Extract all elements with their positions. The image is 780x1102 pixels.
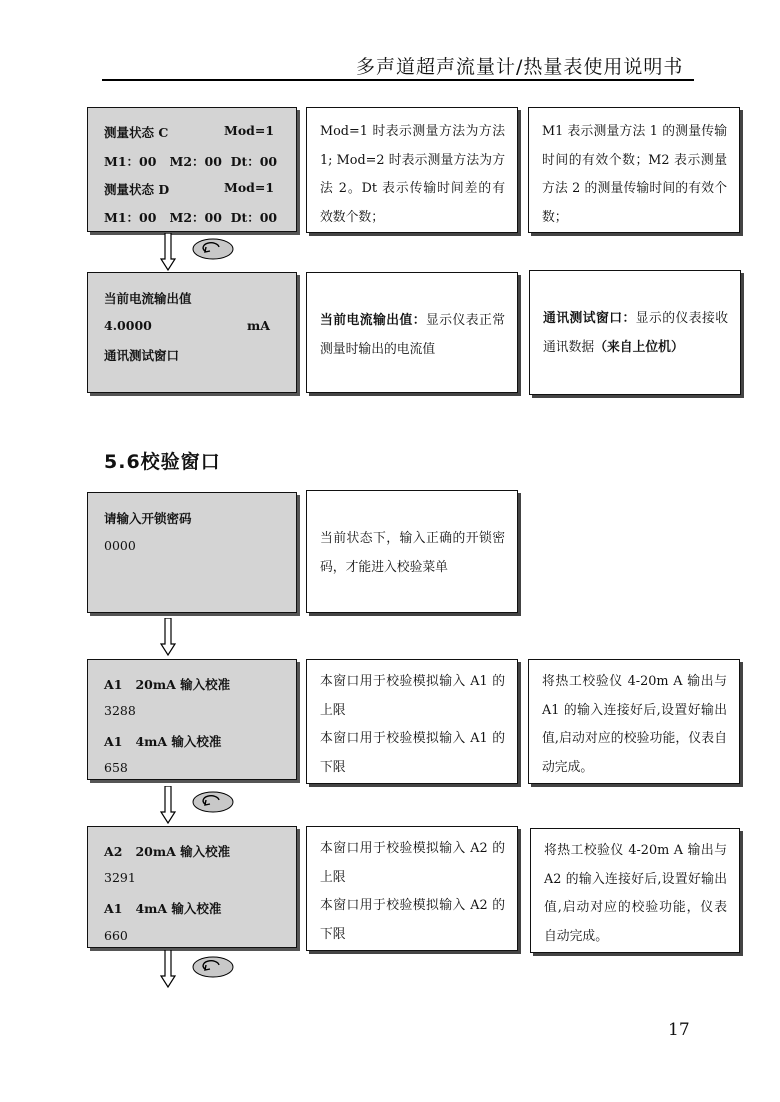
lcd-line: A2 20mA 输入校准	[104, 844, 231, 859]
note-unlock: 当前状态下，输入正确的开锁密码，才能进入校验菜单	[306, 490, 518, 613]
section-title: 5.6校验窗口	[104, 451, 221, 473]
rotary-knob-icon[interactable]	[192, 791, 234, 813]
header-rule	[102, 79, 694, 81]
lcd-line: 请输入开锁密码	[104, 511, 192, 526]
down-arrow-icon	[160, 786, 176, 824]
rotary-knob-icon[interactable]	[192, 956, 234, 978]
lcd-line: 0000	[104, 538, 136, 553]
lcd-line: 660	[104, 928, 128, 943]
note-a2-limits: 本窗口用于校验模拟输入 A2 的上限 本窗口用于校验模拟输入 A2 的下限	[306, 826, 518, 951]
note-mod: Mod=1 时表示测量方法为方法 1; Mod=2 时表示测量方法为方法 2。Dt 表示传输时间差的有效数个数；	[306, 107, 518, 233]
note-current-output: 当前电流输出值：显示仪表正常测量时输出的电流值	[306, 272, 518, 393]
lcd-line: 通讯测试窗口	[104, 348, 180, 363]
lcd-line: A1 4mA 输入校准	[104, 734, 222, 749]
note-comm-test: 通讯测试窗口：显示的仪表接收通讯数据（来自上位机）	[529, 270, 741, 395]
note-a2-procedure: 将热工校验仪 4-20m A 输出与 A2 的输入连接好后,设置好输出值,启动对应的校验功能，仪表自动完成。	[530, 828, 740, 953]
document-header-title: 多声道超声流量计/热量表使用说明书	[356, 56, 684, 78]
lcd-line: 3291	[104, 870, 136, 885]
lcd-line: M1：00 M2：00 Dt：00	[104, 210, 278, 225]
rotary-knob-icon[interactable]	[192, 238, 234, 260]
lcd-line: A1 4mA 输入校准	[104, 901, 222, 916]
note-a1-limits: 本窗口用于校验模拟输入 A1 的上限 本窗口用于校验模拟输入 A1 的下限	[306, 659, 518, 784]
lcd-line: 当前电流输出值	[104, 291, 192, 306]
note-a1-procedure: 将热工校验仪 4-20m A 输出与 A1 的输入连接好后,设置好输出值,启动对应的校验功能，仪表自动完成。	[528, 659, 740, 784]
page-number: 17	[668, 1020, 690, 1040]
lcd-line: M1：00 M2：00 Dt：00	[104, 154, 278, 169]
note-m1-m2: M1 表示测量方法 1 的测量传输时间的有效个数；M2 表示测量方法 2 的测量传输时间的有效个数；	[528, 107, 740, 233]
lcd-line: 658	[104, 760, 128, 775]
lcd-line: 测量状态 D Mod=1	[104, 180, 275, 197]
down-arrow-icon	[160, 950, 176, 988]
lcd-unlock-password	[87, 492, 297, 613]
lcd-measure-status	[87, 107, 297, 232]
lcd-line: 测量状态 C Mod=1	[104, 123, 275, 140]
lcd-current-output	[87, 272, 297, 393]
lcd-a1-calibration	[87, 659, 297, 780]
lcd-a2-calibration	[87, 826, 297, 948]
down-arrow-icon	[160, 233, 176, 271]
lcd-line: 3288	[104, 703, 136, 718]
down-arrow-icon	[160, 618, 176, 656]
lcd-line: A1 20mA 输入校准	[104, 677, 231, 692]
lcd-line: 4.0000 mA	[104, 318, 270, 333]
